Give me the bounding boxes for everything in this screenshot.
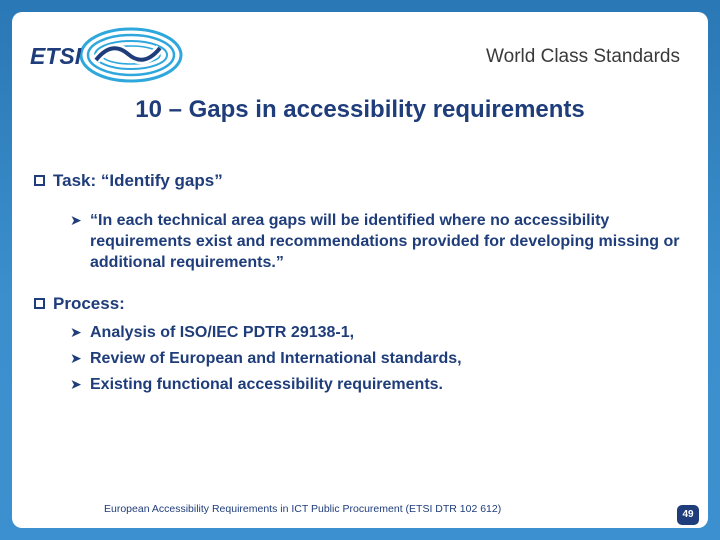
slide-panel bbox=[12, 12, 708, 528]
list-item-text: Review of European and International standards, bbox=[90, 350, 462, 367]
list-item bbox=[70, 348, 462, 369]
etsi-logo bbox=[24, 24, 189, 86]
section-task bbox=[34, 170, 223, 192]
arrow-bullet-icon: ➤ bbox=[70, 350, 82, 366]
etsi-logo-mark bbox=[81, 29, 181, 81]
list-item bbox=[70, 210, 690, 273]
footer-text: European Accessibility Requirements in ICT Public Procurement (ETSI DTR 102 612) bbox=[104, 503, 502, 515]
slide-title: 10 – Gaps in accessibility requirements bbox=[135, 96, 585, 123]
hollow-square-icon bbox=[34, 175, 45, 186]
section-process bbox=[34, 293, 125, 315]
list-item-text: “In each technical area gaps will be identified where no accessibility requirements exist and recommendations provided for developing missing or additional requirements.” bbox=[90, 212, 680, 271]
list-item bbox=[70, 322, 354, 343]
list-item bbox=[70, 374, 443, 395]
list-item-text: Existing functional accessibility requirements. bbox=[90, 376, 443, 393]
arrow-bullet-icon: ➤ bbox=[70, 324, 82, 340]
section-heading: Task: “Identify gaps” bbox=[53, 171, 223, 190]
etsi-logo-text: ETSI bbox=[30, 43, 82, 69]
arrow-bullet-icon: ➤ bbox=[70, 212, 82, 228]
section-heading: Process: bbox=[53, 294, 125, 313]
hollow-square-icon bbox=[34, 298, 45, 309]
arrow-bullet-icon: ➤ bbox=[70, 376, 82, 392]
page-number-badge: 49 bbox=[677, 505, 699, 525]
brand-tagline: World Class Standards bbox=[486, 46, 680, 67]
list-item-text: Analysis of ISO/IEC PDTR 29138-1, bbox=[90, 324, 355, 341]
